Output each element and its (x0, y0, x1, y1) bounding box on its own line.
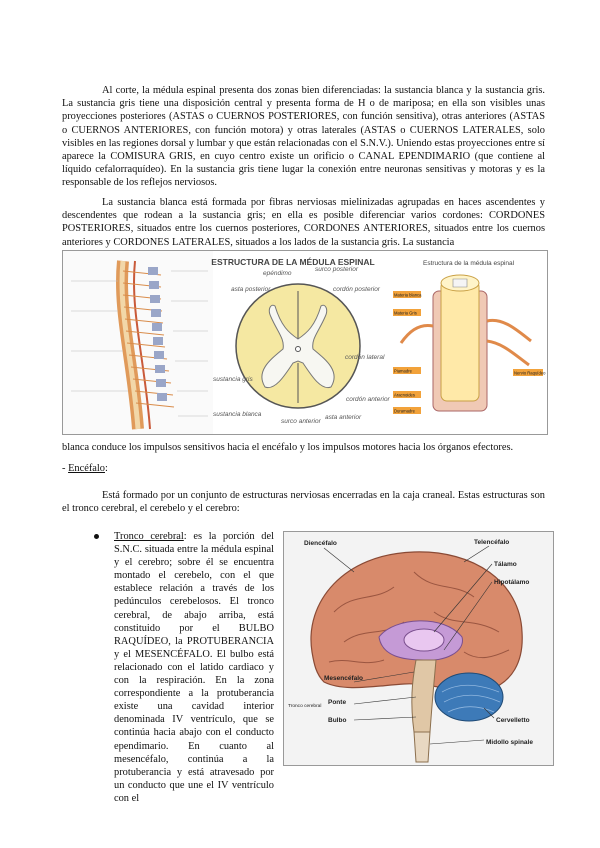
paragraph-white-matter-function: blanca conduce los impulsos sensitivos hacia el encéfalo y los impulsos motores hacia los órganos efectores. (62, 442, 514, 453)
section-heading-encefalo (62, 463, 108, 474)
figure1-right-title: Estructura de la médula espinal (423, 260, 515, 267)
label-duramadre: Duramadre (394, 408, 415, 414)
heading-prefix: - (62, 463, 69, 474)
label-cordon-lateral: cordón lateral (345, 354, 385, 361)
label-diencefalo: Diencéfalo (304, 540, 337, 547)
label-asta-posterior: asta posterior (231, 286, 271, 293)
bullet-term: Tronco cerebral (114, 531, 184, 542)
label-cervelletto: Cervelletto (496, 717, 530, 724)
bullet-text (114, 530, 274, 805)
label-asta-anterior: asta anterior (325, 414, 362, 421)
heading-suffix: : (104, 463, 108, 474)
label-materia-blanca: Materia blanca (394, 292, 422, 298)
figure1-title: ESTRUCTURA DE LA MÉDULA ESPINAL (211, 257, 375, 267)
label-surco-posterior: surco posterior (315, 266, 358, 273)
label-sustancia-blanca: sustancia blanca (213, 411, 262, 418)
label-hipotalamo: Hipotálamo (494, 579, 530, 586)
label-midollo-spinale: Midollo spinale (486, 739, 533, 746)
label-materia-gris: Materia Gris (394, 310, 417, 316)
label-ependimo: epéndimo (263, 270, 292, 277)
label-sustancia-gris: sustancia gris (213, 376, 253, 383)
label-ponte: Ponte (328, 699, 347, 706)
paragraph-spinal-cord-cross-section: Al corte, la médula espinal presenta dos zonas bien diferenciadas: la sustancia blanca y la sustancia gris. La sustancia gris tiene una disposición central y presenta forma de H o de mariposa; en ella son visibles unas proyecciones posteriores (ASTAS o CUERNOS POSTERIORES, con función sensitiva), otras anteriores (ASTAS o CUERNOS ANTERIORES, con función motora) y otras laterales (ASTAS o CUERNOS LATERALES, solo visibles en las regiones dorsal y lumbar y que están relacionadas con el S.N.V.). Uniendo estas proyecciones entre sí aparece la COMISURA GRIS, en cuyo centro existe un orificio o CANAL EPENDIMARIO (que contiene al líquido cefalorraquídeo). En la sustancia gris tiene lugar la conexión entre neuronas sensitivas y motoras y es la responsable de los reflejos nerviosos. (62, 85, 545, 189)
label-cordon-posterior: cordón posterior (333, 286, 380, 293)
heading-title: Encéfalo (68, 463, 105, 474)
spinal-cord-illustration (63, 251, 547, 434)
label-tronco-cerebral: Tronco cerebral (288, 704, 322, 709)
bullet-icon (94, 534, 99, 539)
label-piamadre: Piamadre (394, 368, 412, 374)
bullet-description: : es la porción del S.N.C. situada entre la médula espinal y el cerebro; sobre él se encuentra montado el cerebelo, con el que establece relación a través de los pedúnculos cerebelosos. El tronco cerebral, de abajo arriba, está constituido por el BULBO RAQUÍDEO, la PROTUBERANCIA y el MESENCÉFALO. El bulbo está relacionado con el latido cardiaco y con la respiración. En la zona correspondiente a la protuberancia existe una cavidad interior denominada IV ventrículo, que se continúa hacia abajo con el conducto ependimario. En cuanto al mesencéfalo, continúa a la protuberancia y está atravesado por un conducto que une el IV ventrículo con el (114, 531, 274, 804)
spinal-cord-structure-figure (62, 250, 548, 435)
label-aracnoides: Aracnoides (394, 392, 415, 398)
label-nervio-raquideo: Nervio Raquídeo (514, 370, 546, 376)
label-surco-anterior: surco anterior (281, 418, 321, 425)
label-bulbo: Bulbo (328, 717, 347, 724)
brain-sagittal-figure (283, 531, 554, 766)
label-talamo: Tálamo (494, 561, 517, 568)
label-cordon-anterior: cordón anterior (346, 396, 390, 403)
spinal-cord-cross-section-drawing (236, 284, 360, 408)
paragraph-encefalo-intro: Está formado por un conjunto de estructuras nerviosas encerradas en la caja craneal. Estas estructuras son el tronco cerebral, el cerebelo y el cerebro: (62, 490, 545, 515)
label-mesencefalo: Mesencéfalo (324, 675, 364, 682)
label-telencefalo: Telencéfalo (474, 539, 510, 546)
brain-illustration (284, 532, 553, 765)
paragraph-white-matter: La sustancia blanca está formada por fibras nerviosas mielinizadas agrupadas en haces ascendentes y descendentes que rodean a la sustancia gris; en ella es posible diferenciar varios cordones: CORDONES POSTERIORES, situados entre los cuernos posteriores, CORDONES ANTERIORES, situados entre los cuernos anteriores y CORDONES LATERALES, situados a los lados de la sustancia gris. La sustancia (62, 197, 545, 248)
